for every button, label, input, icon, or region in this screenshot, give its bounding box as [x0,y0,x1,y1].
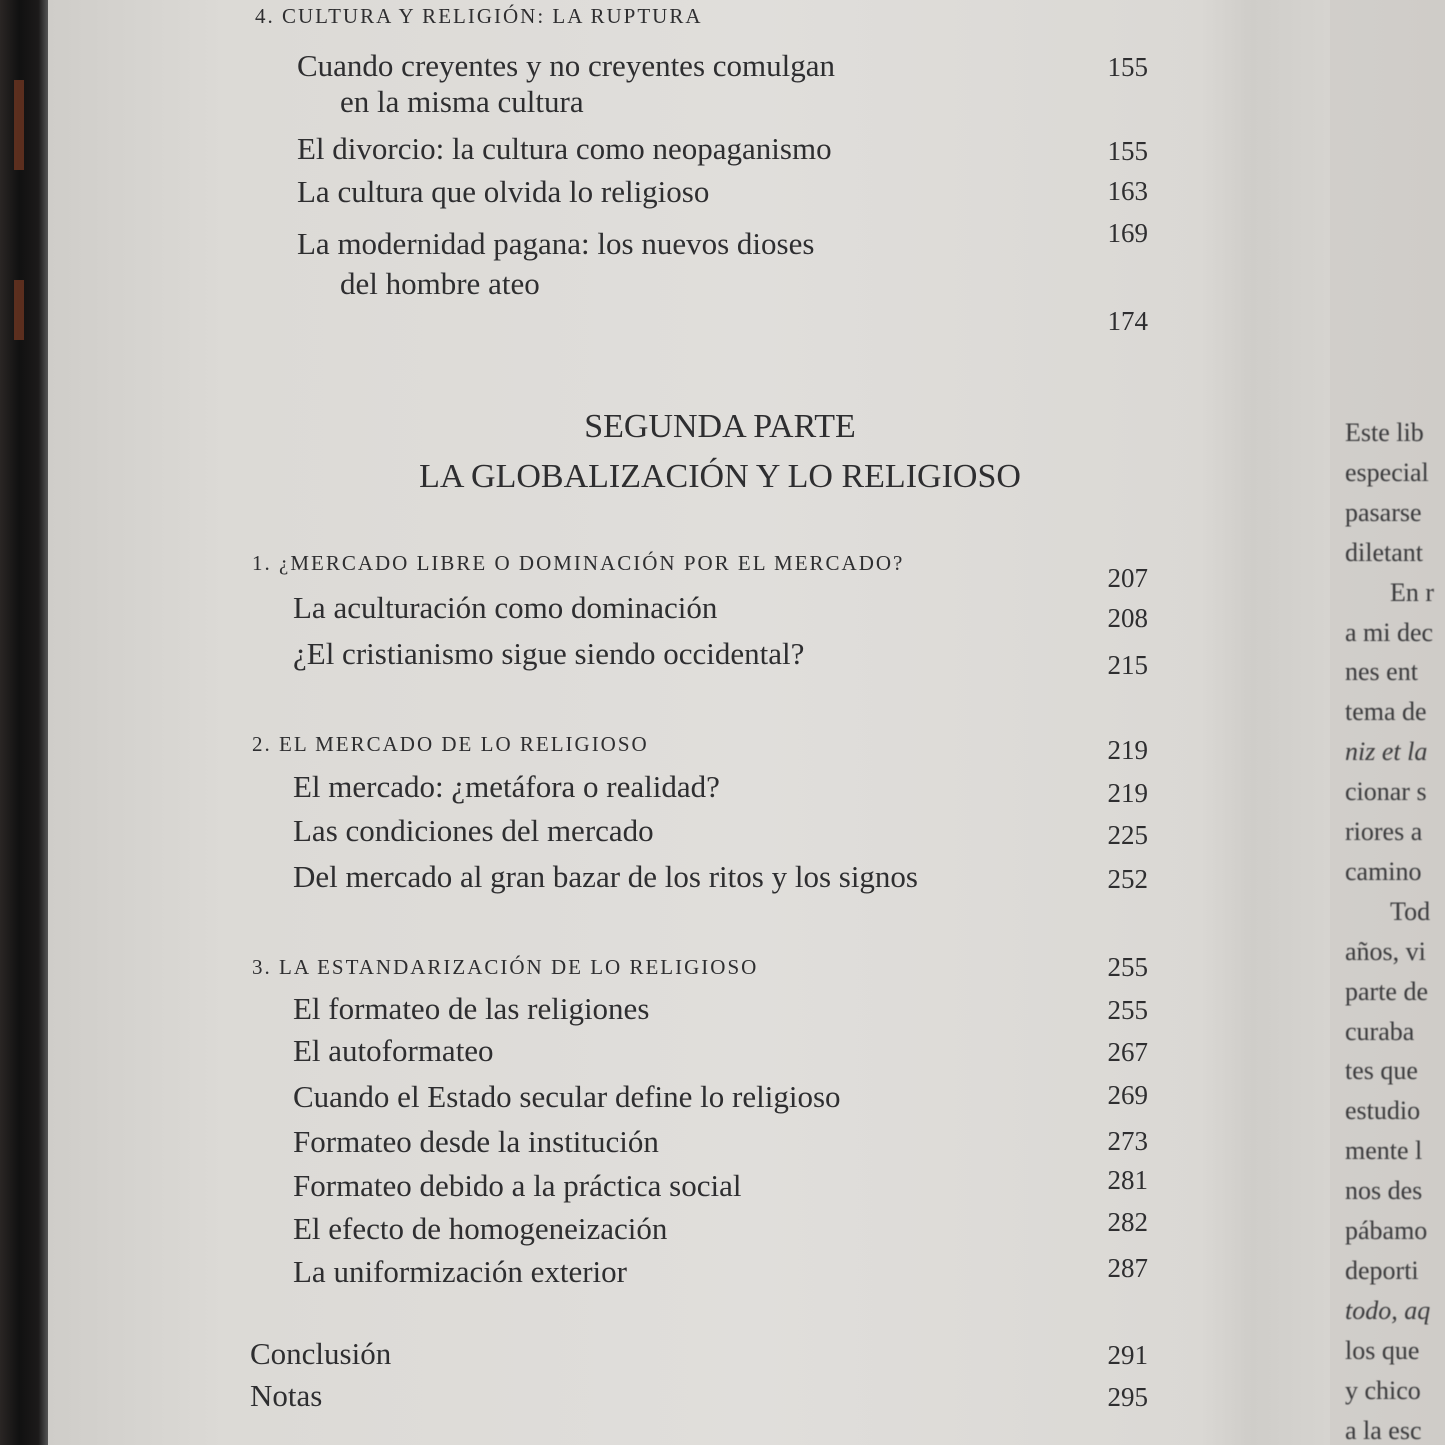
toc-entry: La uniformización exterior [293,1254,627,1289]
part-title: SEGUNDA PARTE [584,408,856,445]
toc-conclusion: Conclusión [250,1336,392,1371]
right-page-line: Este lib [1345,418,1424,447]
toc-entry: El formateo de las religiones [293,991,650,1026]
toc-entry: Del mercado al gran bazar de los ritos y los signos [293,859,918,894]
toc-entry: Cuando el Estado secular define lo religioso [293,1079,841,1114]
right-page-line: y chico [1345,1375,1421,1405]
page-number: 155 [1107,136,1148,166]
toc-entry: Las condiciones del mercado [293,813,654,848]
right-page-line: pasarse [1345,497,1422,527]
toc-entry: El divorcio: la cultura como neopaganismo [297,131,832,166]
toc-entry-continued: del hombre ateo [340,266,540,301]
toc-entry: La modernidad pagana: los nuevos dioses [297,226,815,261]
page-number: 207 [1107,563,1148,593]
right-page-line: especial [1345,457,1429,487]
right-page-line: años, vi [1345,936,1426,966]
part-subtitle: LA GLOBALIZACIÓN Y LO RELIGIOSO [419,458,1021,495]
right-page-line: niz et la [1345,737,1428,767]
book-gutter [1200,0,1330,1445]
right-page-line: pábamo [1345,1216,1428,1245]
right-page-line: parte de [1345,976,1429,1006]
page-number: 219 [1107,735,1148,765]
right-page-line: a mi dec [1345,617,1434,647]
toc-entry: Cuando creyentes y no creyentes comulgan [297,48,836,83]
toc-entry: ¿El cristianismo sigue siendo occidental? [293,636,805,671]
toc-notes: Notas [250,1378,323,1413]
right-page-line: diletant [1345,537,1423,567]
right-page-line: En r [1390,577,1435,607]
page-number: 219 [1107,778,1148,808]
chapter-header: 2. EL MERCADO DE LO RELIGIOSO [252,732,649,756]
toc-entry: El mercado: ¿metáfora o realidad? [293,769,720,804]
page-number: 252 [1107,864,1148,894]
chapter-header: 3. LA ESTANDARIZACIÓN DE LO RELIGIOSO [252,955,759,979]
page-number: 282 [1107,1207,1148,1237]
toc-entry-continued: en la misma cultura [340,84,584,119]
right-page-line: riores a [1345,817,1423,846]
right-page-line: nos des [1345,1176,1423,1206]
chapter-header: 1. ¿MERCADO LIBRE O DOMINACIÓN POR EL MERCADO? [252,551,905,575]
right-page-line: deporti [1345,1255,1419,1285]
right-page-line: tes que [1345,1056,1418,1086]
book-spine-edge [0,0,48,1445]
page-number: 287 [1107,1253,1148,1283]
spine-mark [14,80,24,170]
page-number: 295 [1107,1382,1148,1412]
right-page-line: estudio [1345,1096,1421,1126]
toc-entry: La aculturación como dominación [293,590,718,625]
right-page-line: tema de [1345,697,1427,727]
page-number: 281 [1107,1165,1148,1195]
page-number: 174 [1107,306,1148,336]
right-page-line: cionar s [1345,777,1427,807]
toc-entry: Formateo desde la institución [293,1124,659,1159]
right-page-line: todo, aq [1345,1295,1431,1325]
right-page-line: Tod [1390,896,1431,926]
page-number: 269 [1107,1080,1148,1110]
toc-entry: Formateo debido a la práctica social [293,1168,742,1203]
page-number: 215 [1107,650,1148,680]
page-number: 169 [1107,218,1148,248]
right-page-line: camino [1345,856,1422,886]
page-number: 255 [1107,952,1148,982]
toc-entry: El autoformateo [293,1033,494,1068]
page-number: 208 [1107,603,1148,633]
page-number: 225 [1107,820,1148,850]
right-page-line: nes ent [1345,657,1418,687]
right-page-line: mente l [1345,1136,1423,1166]
page-number: 255 [1107,995,1148,1025]
page-number: 267 [1107,1037,1148,1067]
page-number: 163 [1107,176,1148,206]
right-page-line: a la esc [1345,1415,1422,1445]
page-number: 291 [1107,1340,1148,1370]
right-page-line: los que [1345,1335,1420,1365]
page-number: 155 [1107,52,1148,82]
page-number: 273 [1107,1126,1148,1156]
right-page-line: curaba [1345,1016,1415,1046]
toc-entry: La cultura que olvida lo religioso [297,174,710,209]
toc-entry: El efecto de homogeneización [293,1211,668,1246]
spine-mark [14,280,24,340]
chapter-header: 4. CULTURA Y RELIGIÓN: LA RUPTURA [255,4,703,28]
